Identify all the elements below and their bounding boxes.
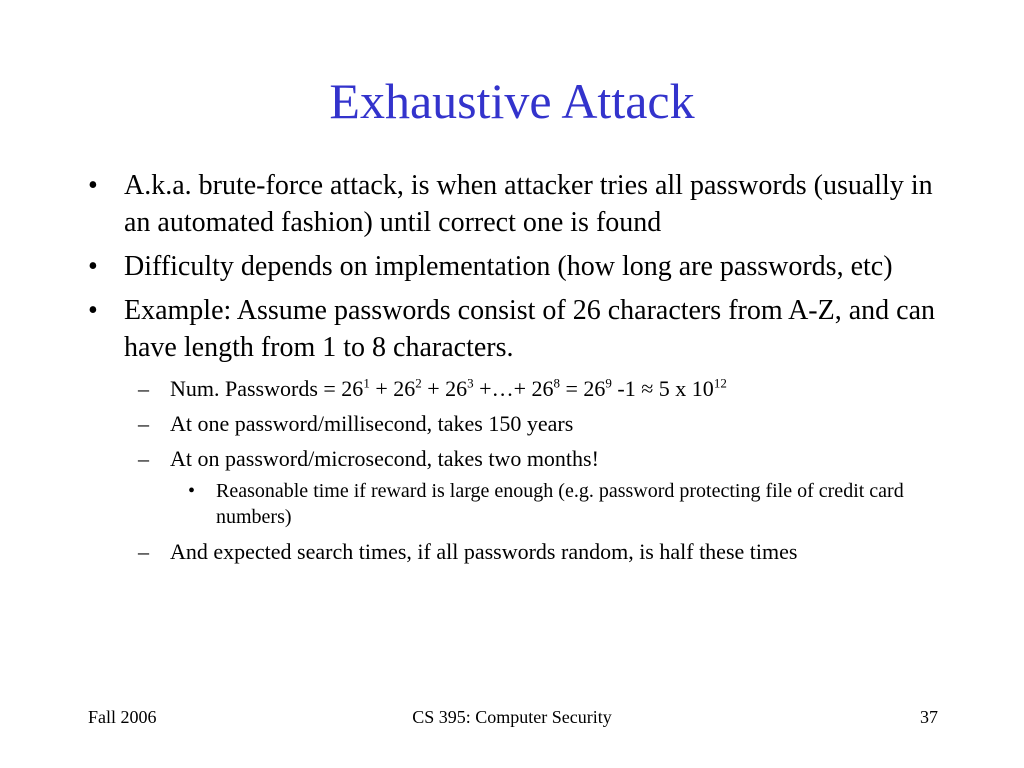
sub-bullet-marker: –	[138, 411, 149, 436]
exponent: 2	[415, 375, 422, 391]
bullet-marker: •	[88, 251, 98, 282]
sub-bullet-text: And expected search times, if all passwords random, is half these times	[170, 539, 798, 564]
sub-sub-bullet-text: Reasonable time if reward is large enough (e.g. password protecting file of credit card numbers)	[216, 480, 904, 528]
bullet-text: Example: Assume passwords consist of 26 characters from A-Z, and can have length from 1 to 8 characters.	[124, 295, 936, 363]
exponent: 8	[553, 375, 560, 391]
sub-sub-bullet-item	[88, 478, 948, 530]
sub-sub-bullet-marker: •	[188, 480, 196, 502]
equation-part: -1 ≈ 5 x 10	[611, 376, 714, 401]
footer-date: Fall 2006	[88, 707, 157, 727]
slide-number: 37	[920, 707, 938, 727]
equation-part: + 26	[421, 376, 468, 401]
equation-part: = 26	[559, 376, 606, 401]
sub-bullet-text: At one password/millisecond, takes 150 years	[170, 411, 574, 436]
equation-part: + 26	[369, 376, 416, 401]
sub-bullet-item	[88, 443, 948, 474]
sub-bullet-text: At on password/microsecond, takes two months!	[170, 446, 599, 471]
bullet-item	[88, 167, 948, 241]
bullet-item	[88, 292, 948, 366]
slide-content	[88, 167, 948, 571]
exponent: 12	[713, 375, 727, 391]
sub-bullet-marker: –	[138, 376, 149, 401]
sub-bullet-item	[88, 408, 948, 439]
sub-bullet-marker: –	[138, 446, 149, 471]
sub-bullet-marker: –	[138, 539, 149, 564]
bullet-marker: •	[88, 295, 98, 326]
password-count-equation	[170, 376, 727, 401]
bullet-item	[88, 248, 948, 285]
footer-course: CS 395: Computer Security	[412, 707, 612, 727]
slide-title: Exhaustive Attack	[329, 73, 695, 129]
sub-bullet-item	[88, 373, 948, 404]
equation-part: Num. Passwords = 26	[170, 376, 364, 401]
exponent: 9	[605, 375, 612, 391]
equation-part: +…+ 26	[473, 376, 554, 401]
exponent: 1	[363, 375, 370, 391]
bullet-text: A.k.a. brute-force attack, is when attacker tries all passwords (usually in an automated fashion) until correct one is found	[124, 170, 933, 238]
bullet-marker: •	[88, 170, 98, 201]
bullet-text: Difficulty depends on implementation (how long are passwords, etc)	[124, 251, 893, 282]
sub-bullet-item	[88, 536, 948, 567]
exponent: 3	[467, 375, 474, 391]
